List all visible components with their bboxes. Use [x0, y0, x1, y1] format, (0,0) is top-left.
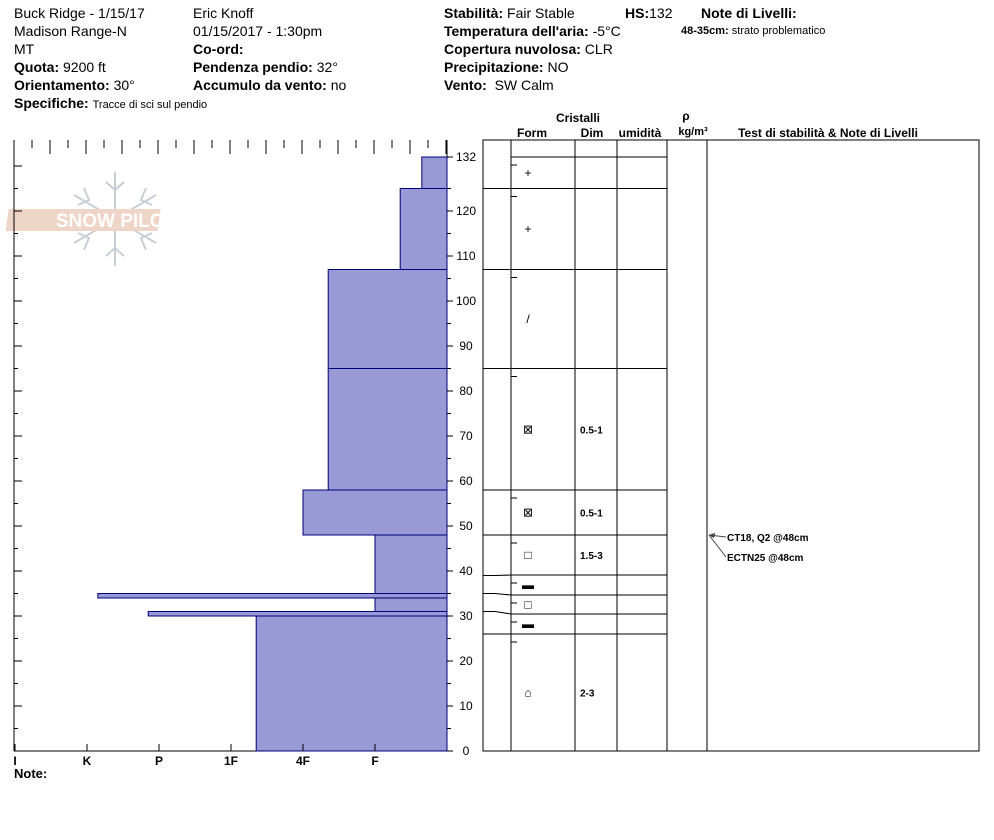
crystal-form: □: [524, 597, 532, 612]
slope-value: 32°: [316, 59, 338, 75]
snowpilot-logo: [6, 172, 177, 266]
crystal-form: ⊠: [522, 422, 534, 437]
elevation-label: Quota:: [14, 59, 60, 75]
height-tick-label: 132: [455, 150, 477, 164]
stability-value: Fair Stable: [507, 5, 575, 21]
height-tick-label: 80: [459, 384, 473, 398]
hardness-layer-0: [422, 157, 447, 189]
crystal-size: 0.5-1: [580, 425, 603, 437]
hardness-layer-5: [375, 535, 447, 594]
hs-value: 132: [649, 5, 673, 21]
air-temp-label: Temperatura dell'aria:: [444, 23, 589, 39]
crystal-form: □: [524, 548, 532, 562]
crystal-table: [483, 140, 979, 751]
wind-value: SW Calm: [494, 77, 554, 93]
depth-connector: [483, 594, 511, 596]
hardness-label: P: [154, 754, 164, 768]
height-tick-label: 20: [459, 654, 473, 668]
aspect-value: 30°: [113, 77, 135, 93]
height-tick-label: 110: [456, 249, 476, 263]
height-tick-label: 120: [455, 204, 477, 218]
crystal-form: /: [526, 312, 530, 326]
state-name: MT: [14, 41, 35, 57]
height-tick-label: 0: [462, 744, 470, 758]
observer-name: Eric Knoff: [193, 5, 254, 21]
hardness-layer-7: [375, 598, 447, 612]
height-tick-label: 40: [459, 564, 473, 578]
depth-connector: [483, 612, 511, 615]
hardness-layer-4: [303, 490, 447, 535]
wind-loading-label: Accumulo da vento:: [193, 77, 327, 93]
specifics-label: Specifiche:: [14, 95, 89, 111]
sky-label: Copertura nuvolosa:: [444, 41, 581, 57]
test-arrowhead: [709, 533, 715, 538]
layer-note-text: strato problematico: [731, 25, 826, 37]
height-tick-label: 90: [459, 339, 473, 353]
air-temp-value: -5°C: [592, 23, 621, 39]
height-tick-label: 100: [455, 294, 477, 308]
hardness-layer-8: [148, 612, 447, 617]
crystal-form: +: [524, 165, 532, 180]
crystal-form: ▬: [522, 617, 534, 631]
coord-label: Co-ord:: [193, 41, 244, 57]
wind-label: Vento:: [444, 77, 487, 93]
height-tick-label: 30: [459, 609, 473, 623]
precip-label: Precipitazione:: [444, 59, 544, 75]
crystal-size: 0.5-1: [580, 508, 603, 520]
hs-label: HS:: [625, 5, 650, 21]
crystal-form: ▬: [522, 578, 534, 592]
form-header: Form: [517, 126, 547, 140]
hardness-layer-2: [328, 270, 447, 369]
sky-value: CLR: [584, 41, 613, 57]
height-tick-label: 60: [459, 474, 473, 488]
depth-connector: [483, 575, 511, 576]
hardness-layer-1: [400, 189, 447, 270]
size-header: Dim: [580, 126, 604, 140]
height-axis: [447, 150, 476, 758]
specifics-value: Tracce di sci sul pendio: [92, 99, 208, 111]
elevation-value: 9200 ft: [63, 59, 106, 75]
rho-header: ρ: [682, 109, 690, 123]
height-tick-label: 70: [459, 429, 473, 443]
hardness-label: K: [82, 754, 92, 768]
aspect-label: Orientamento:: [14, 77, 110, 93]
height-tick-label: 50: [459, 519, 473, 533]
stability-label: Stabilità:: [444, 5, 504, 21]
logo-text: SNOW PILOT: [55, 211, 177, 232]
test-pointer: [709, 535, 726, 557]
slope-label: Pendenza pendio:: [193, 59, 313, 75]
crystals-header: Cristalli: [555, 111, 601, 125]
hardness-layer-9: [256, 616, 447, 751]
hardness-label: F: [371, 754, 379, 768]
wind-loading-value: no: [330, 77, 347, 93]
hardness-layer-6: [98, 594, 447, 599]
stability-tests: [709, 533, 809, 564]
layer-notes-label: Note di Livelli:: [701, 5, 797, 21]
precip-value: NO: [547, 59, 569, 75]
stability-test-label: ECTN25 @48cm: [727, 553, 804, 564]
hardness-bars: [98, 157, 447, 751]
moisture-header: umidità: [618, 126, 662, 140]
crystal-form: ⊠: [522, 505, 534, 520]
crystal-form: ⌂: [524, 685, 532, 700]
density-unit-header: kg/m³: [678, 126, 708, 138]
hardness-label: I: [13, 754, 17, 768]
layer-note-depth: 48-35cm:: [681, 25, 729, 37]
hardness-label: 4F: [295, 754, 311, 768]
hardness-layer-3: [328, 369, 447, 491]
hardness-label: 1F: [223, 754, 239, 768]
observation-datetime: 01/15/2017 - 1:30pm: [193, 23, 323, 39]
notes-label: Note:: [14, 766, 48, 781]
height-tick-label: 10: [459, 699, 473, 713]
crystal-size: 2-3: [580, 688, 595, 700]
crystal-form: +: [524, 222, 532, 236]
location-title: Buck Ridge - 1/15/17: [14, 5, 145, 21]
tests-header: Test di stabilità & Note di Livelli: [738, 126, 918, 140]
range-name: Madison Range-N: [14, 23, 127, 39]
stability-test-label: CT18, Q2 @48cm: [727, 533, 809, 544]
crystal-size: 1.5-3: [580, 551, 603, 562]
